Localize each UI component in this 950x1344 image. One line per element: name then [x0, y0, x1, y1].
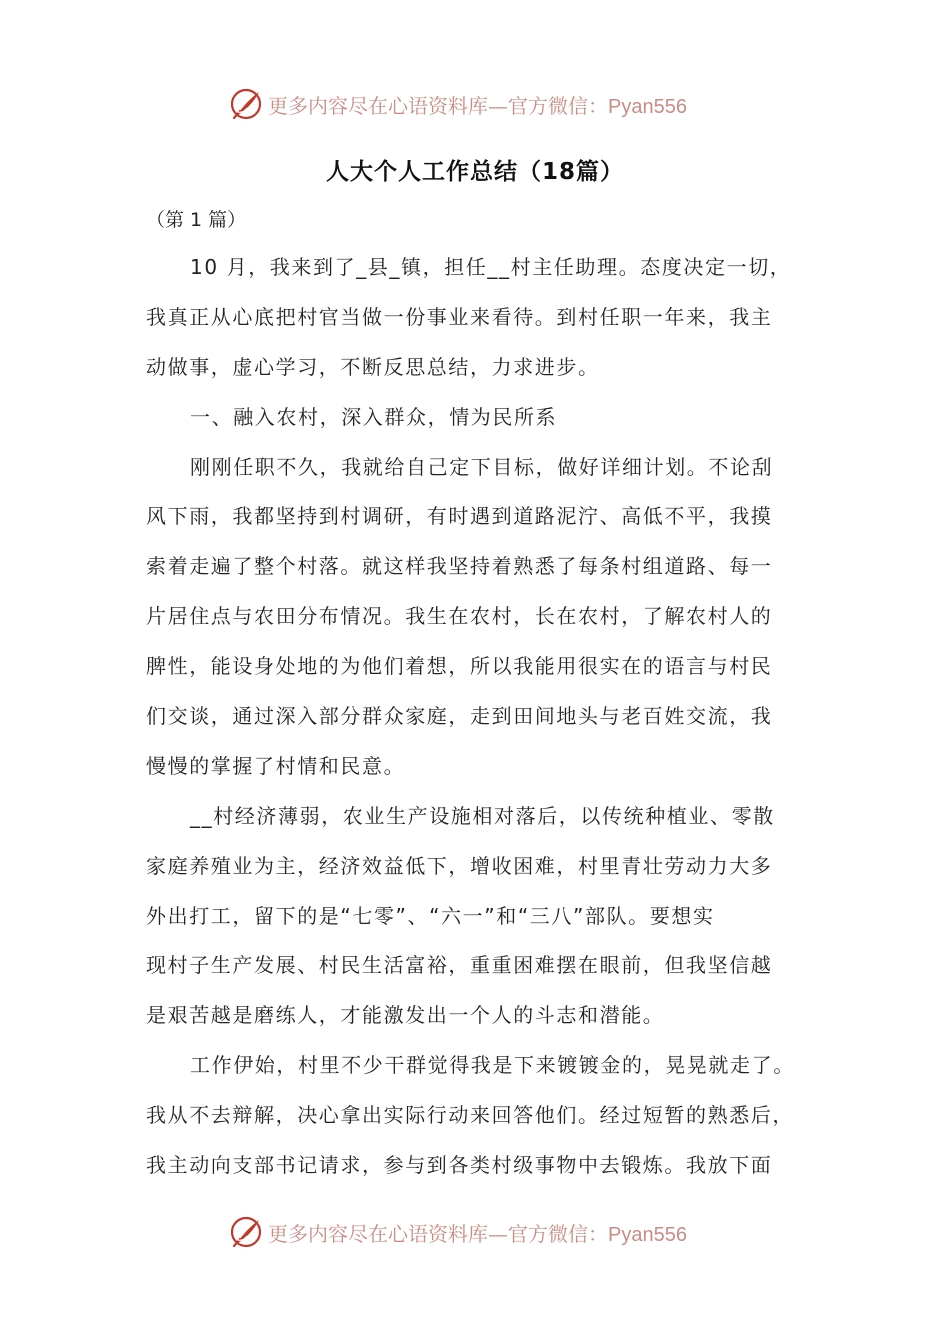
body-line: 索着走遍了整个村落。就这样我坚持着熟悉了每条村组道路、每一	[146, 554, 773, 579]
body-line: 我从不去辩解，决心拿出实际行动来回答他们。经过短暂的熟悉后，	[146, 1103, 794, 1128]
banner-slogan: 更多内容尽在心语资料库—官方微信：	[268, 93, 608, 118]
body-line: 慢慢的掌握了村情和民意。	[146, 753, 406, 778]
body-line: 脾性，能设身处地的为他们着想，所以我能用很实在的语言与村民	[146, 654, 773, 679]
quill-logo-icon	[228, 86, 264, 122]
body-line: 外出打工，留下的是“七零”、“六一”和“三八”部队。要想实	[146, 903, 715, 928]
footer-watermark-banner	[228, 1212, 687, 1252]
body-line: 我真正从心底把村官当做一份事业来看待。到村任职一年来，我主	[146, 304, 773, 329]
body-line: 动做事，虚心学习，不断反思总结，力求进步。	[146, 354, 600, 379]
body-line: 家庭养殖业为主，经济效益低下，增收困难，村里青壮劳动力大多	[146, 853, 773, 878]
banner-wechat-id: Pyan556	[608, 1223, 687, 1246]
body-line: 刚刚任职不久，我就给自己定下目标，做好详细计划。不论刮	[190, 454, 774, 479]
document-body	[146, 243, 812, 1191]
body-line: 工作伊始，村里不少干群觉得我是下来镀镀金的，晃晃就走了。	[190, 1053, 795, 1078]
header-watermark-banner	[228, 84, 687, 124]
banner-wechat-id: Pyan556	[608, 95, 687, 118]
body-line: 是艰苦越是磨练人，才能激发出一个人的斗志和潜能。	[146, 1003, 665, 1028]
body-line: 片居住点与农田分布情况。我生在农村，长在农村，了解农村人的	[146, 604, 773, 629]
banner-text	[268, 90, 687, 119]
body-line: 10 月，我来到了_县_镇，担任__村主任助理。态度决定一切，	[190, 255, 792, 279]
body-line: 我主动向支部书记请求，参与到各类村级事物中去锻炼。我放下面	[146, 1153, 773, 1178]
body-line: 们交谈，通过深入部分群众家庭，走到田间地头与老百姓交流，我	[146, 704, 773, 729]
body-line: __村经济薄弱，农业生产设施相对落后，以传统种植业、零散	[190, 803, 775, 828]
chapter-label: （第 1 篇）	[146, 209, 247, 231]
body-line: 现村子生产发展、村民生活富裕，重重困难摆在眼前，但我坚信越	[146, 953, 773, 978]
quill-logo-icon	[228, 1214, 264, 1250]
banner-slogan: 更多内容尽在心语资料库—官方微信：	[268, 1221, 608, 1246]
banner-text	[268, 1218, 687, 1247]
section-heading: 一、融入农村，深入群众，情为民所系	[190, 404, 558, 429]
document-title: 人大个人工作总结（18篇）	[325, 159, 624, 185]
body-line: 风下雨，我都坚持到村调研，有时遇到道路泥泞、高低不平，我摸	[146, 504, 773, 529]
